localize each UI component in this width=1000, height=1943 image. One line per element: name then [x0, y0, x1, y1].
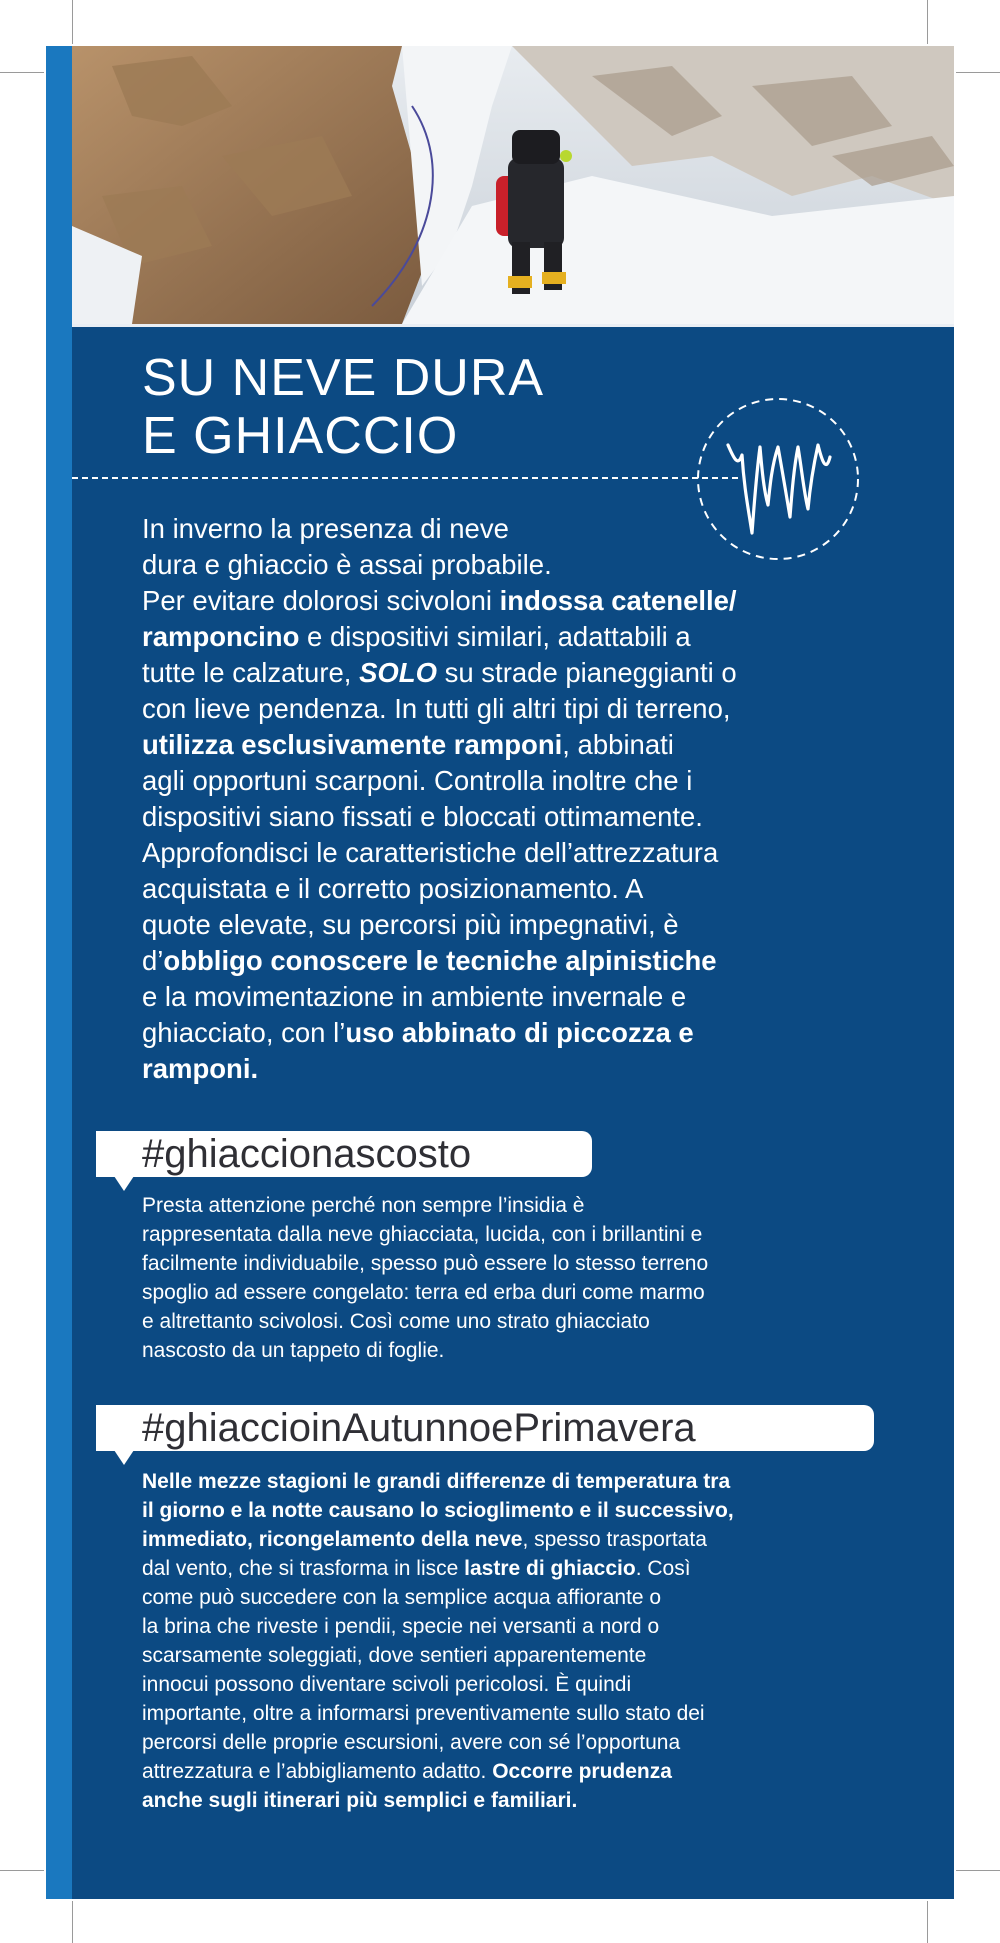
paragraph-line: Presta attenzione perché non sempre l’insidia è [142, 1194, 585, 1217]
intro-text: In inverno la presenza di neve [142, 513, 509, 544]
intro-text: , abbinati [562, 729, 674, 760]
intro-emphasis: uso abbinato di piccozza e [345, 1017, 694, 1048]
paragraph-emphasis: Nelle mezze stagioni le grandi differenze di temperatura tra [142, 1470, 731, 1493]
hashtag-label: #ghiaccioinAutunnoePrimavera [96, 1405, 874, 1451]
paragraph-line: facilmente individuabile, spesso può essere lo stesso terreno [142, 1252, 709, 1275]
intro-text: dispositivi siano fissati e bloccati ottimamente. [142, 801, 703, 832]
paragraph-line: importante, oltre a informarsi preventivamente sullo stato dei [142, 1702, 705, 1725]
paragraph-line: innocui possono diventare scivoli pericolosi. È quindi [142, 1673, 632, 1696]
intro-text: dura e ghiaccio è assai probabile. [142, 549, 552, 580]
intro-text: quote elevate, su percorsi più impegnativi, è [142, 909, 679, 940]
paragraph-line: spoglio ad essere congelato: terra ed erba duri come marmo [142, 1281, 705, 1304]
intro-emphasis: utilizza esclusivamente ramponi [142, 729, 563, 760]
paragraph-line: scarsamente soleggiati, dove sentieri apparentemente [142, 1644, 647, 1667]
paragraph-emphasis: anche sugli itinerari più semplici e familiari. [142, 1789, 578, 1812]
intro-text: acquistata e il corretto posizionamento. A [142, 873, 644, 904]
intro-text: e dispositivi similari, adattabili a [299, 621, 691, 652]
paragraph-line: e altrettanto scivolosi. Così come uno strato ghiacciato [142, 1310, 650, 1333]
hashtag-label: #ghiaccionascosto [96, 1131, 592, 1177]
intro-text: su strade pianeggianti o [436, 657, 737, 688]
title-line-2: E GHIACCIO [142, 407, 459, 465]
crop-mark [0, 1870, 44, 1871]
crop-mark [927, 1901, 928, 1943]
title-line-1: SU NEVE DURA [142, 349, 545, 407]
intro-emphasis: SOLO [359, 657, 437, 688]
intro-emphasis: indossa catenelle/ [499, 585, 737, 616]
intro-text: con lieve pendenza. In tutti gli altri tipi di terreno, [142, 693, 731, 724]
blue-spine [46, 46, 72, 1899]
leaflet-panel [46, 46, 954, 1899]
paragraph-emphasis: immediato, ricongelamento della neve [142, 1528, 523, 1551]
intro-emphasis: obbligo conoscere le tecniche alpinistiche [163, 945, 717, 976]
section-paragraph [142, 1467, 922, 1815]
intro-text: tutte le calzature, [142, 657, 360, 688]
intro-text: agli opportuni scarponi. Controlla inoltre che i [142, 765, 693, 796]
crop-mark [956, 72, 1000, 73]
intro-emphasis: ramponcino [142, 621, 300, 652]
paragraph-line: , spesso trasportata [522, 1528, 707, 1551]
intro-text: Approfondisci le caratteristiche dell’attrezzatura [142, 837, 719, 868]
paragraph-line: dal vento, che si trasforma in lisce [142, 1557, 465, 1580]
paragraph-line: la brina che riveste i pendii, specie nei versanti a nord o [142, 1615, 660, 1638]
paragraph-line: . Così [635, 1557, 691, 1580]
crop-mark [0, 72, 44, 73]
intro-text: e la movimentazione in ambiente invernale e [142, 981, 687, 1012]
intro-emphasis: ramponi. [142, 1053, 259, 1084]
dashed-divider [72, 477, 738, 479]
paragraph-emphasis: Occorre prudenza [492, 1760, 672, 1783]
crop-mark [956, 1870, 1000, 1871]
paragraph-emphasis: il giorno e la notte causano lo scioglimento e il successivo, [142, 1499, 734, 1522]
crop-mark [72, 0, 73, 44]
paragraph-line: come può succedere con la semplice acqua affiorante o [142, 1586, 662, 1609]
paragraph-line: percorsi delle proprie escursioni, avere con sé l’opportuna [142, 1731, 681, 1754]
crop-mark [927, 0, 928, 44]
paragraph-emphasis: lastre di ghiaccio [464, 1557, 636, 1580]
paragraph-line: nascosto da un tappeto di foglie. [142, 1339, 445, 1362]
crop-mark [72, 1901, 73, 1943]
intro-text: Per evitare dolorosi scivoloni [142, 585, 500, 616]
intro-text: d’ [142, 945, 164, 976]
paragraph-line: attrezzatura e l’abbigliamento adatto. [142, 1760, 493, 1783]
page-title [142, 349, 544, 465]
intro-text: ghiacciato, con l’ [142, 1017, 346, 1048]
paragraph-line: rappresentata dalla neve ghiacciata, lucida, con i brillantini e [142, 1223, 703, 1246]
intro-paragraph [142, 511, 912, 1087]
ice-climbing-photo [72, 46, 954, 327]
section-paragraph [142, 1191, 922, 1365]
